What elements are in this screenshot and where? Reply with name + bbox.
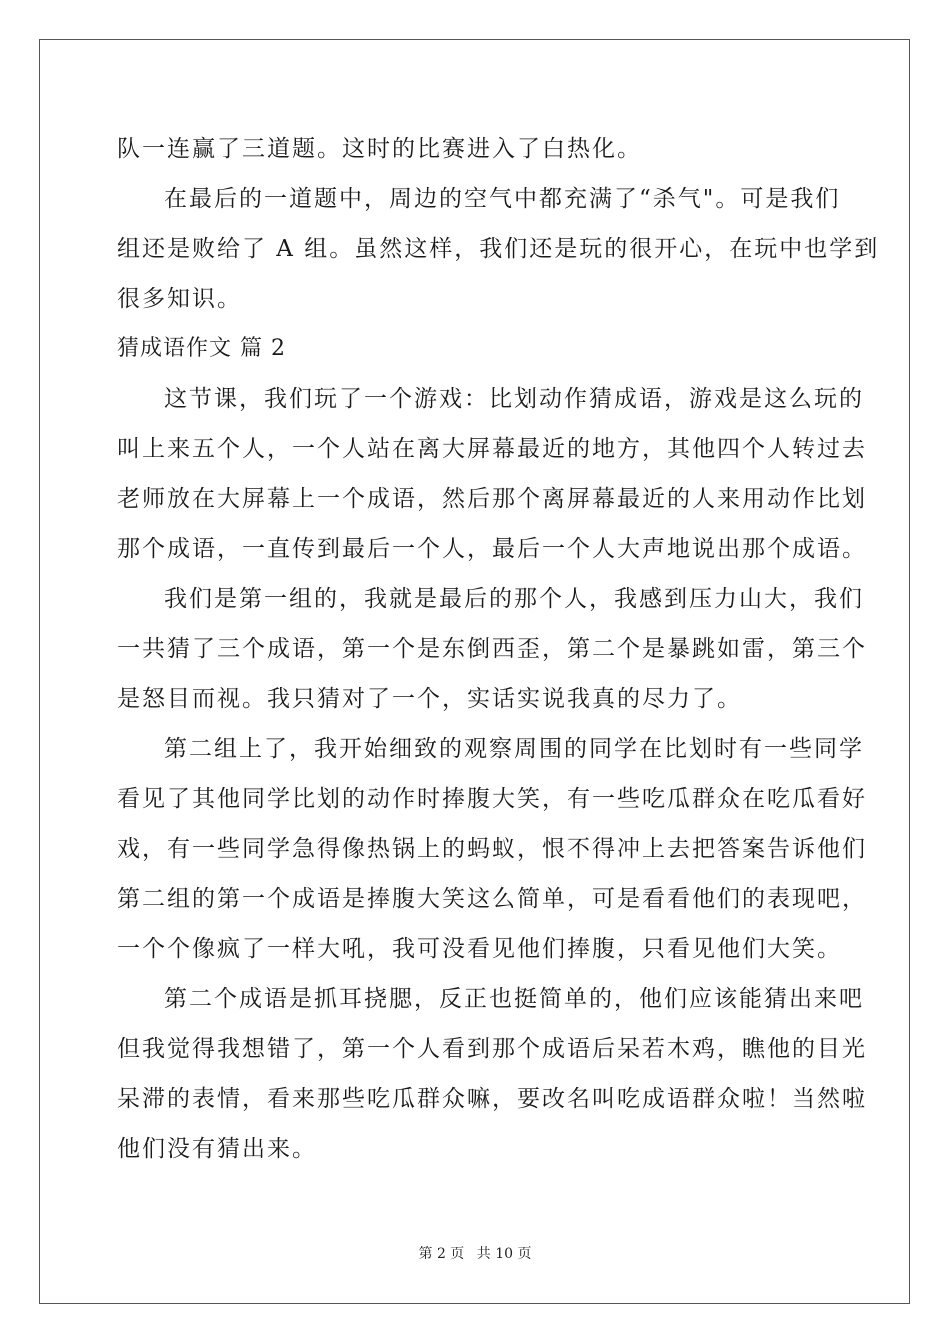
text-line: 很多知识。 [117,286,242,312]
text-line: 是怒目而视。我只猜对了一个，实话实说我真的尽力了。 [117,686,742,712]
paragraph-first-line: 第二个成语是抓耳挠腮，反正也挺简单的，他们应该能猜出来吧 [164,986,864,1012]
page-total: 共 10 页 [476,1246,532,1262]
text-line: 一个个像疯了一样大吼，我可没看见他们捧腹，只看见他们大笑。 [117,936,842,962]
paragraph-first-line: 我们是第一组的，我就是最后的那个人，我感到压力山大，我们 [164,586,864,612]
paragraph-first-line: 这节课，我们玩了一个游戏：比划动作猜成语，游戏是这么玩的 [164,386,864,412]
section-heading: 猜成语作文 篇 2 [117,336,286,361]
text-line: 一共猜了三个成语，第一个是东倒西歪，第二个是暴跳如雷，第三个 [117,636,867,662]
document-body [117,124,880,1174]
text-line: 组还是败给了 A 组。虽然这样，我们还是玩的很开心，在玩中也学到 [117,236,880,262]
page-number: 第 2 页 [418,1246,465,1262]
text-line: 他们没有猜出来。 [117,1136,317,1162]
text-line: 戏，有一些同学急得像热锅上的蚂蚁，恨不得冲上去把答案告诉他们 [117,836,867,862]
text-line: 老师放在大屏幕上一个成语，然后那个离屏幕最近的人来用动作比划 [117,486,867,512]
text-line: 呆滞的表情，看来那些吃瓜群众嘛，要改名叫吃成语群众啦！当然啦 [117,1086,867,1112]
text-line: 那个成语，一直传到最后一个人，最后一个人大声地说出那个成语。 [117,536,867,562]
text-line: 第二组的第一个成语是捧腹大笑这么简单，可是看看他们的表现吧， [117,886,867,912]
text-line: 队一连赢了三道题。这时的比赛进入了白热化。 [117,136,642,162]
page-footer [0,1243,950,1263]
paragraph-first-line: 第二组上了，我开始细致的观察周围的同学在比划时有一些同学 [164,736,864,762]
text-line: 叫上来五个人，一个人站在离大屏幕最近的地方，其他四个人转过去 [117,436,867,462]
text-line: 看见了其他同学比划的动作时捧腹大笑，有一些吃瓜群众在吃瓜看好 [117,786,867,812]
text-line: 但我觉得我想错了，第一个人看到那个成语后呆若木鸡，瞧他的目光 [117,1036,867,1062]
paragraph-first-line: 在最后的一道题中，周边的空气中都充满了“杀气"。可是我们 [164,186,841,212]
